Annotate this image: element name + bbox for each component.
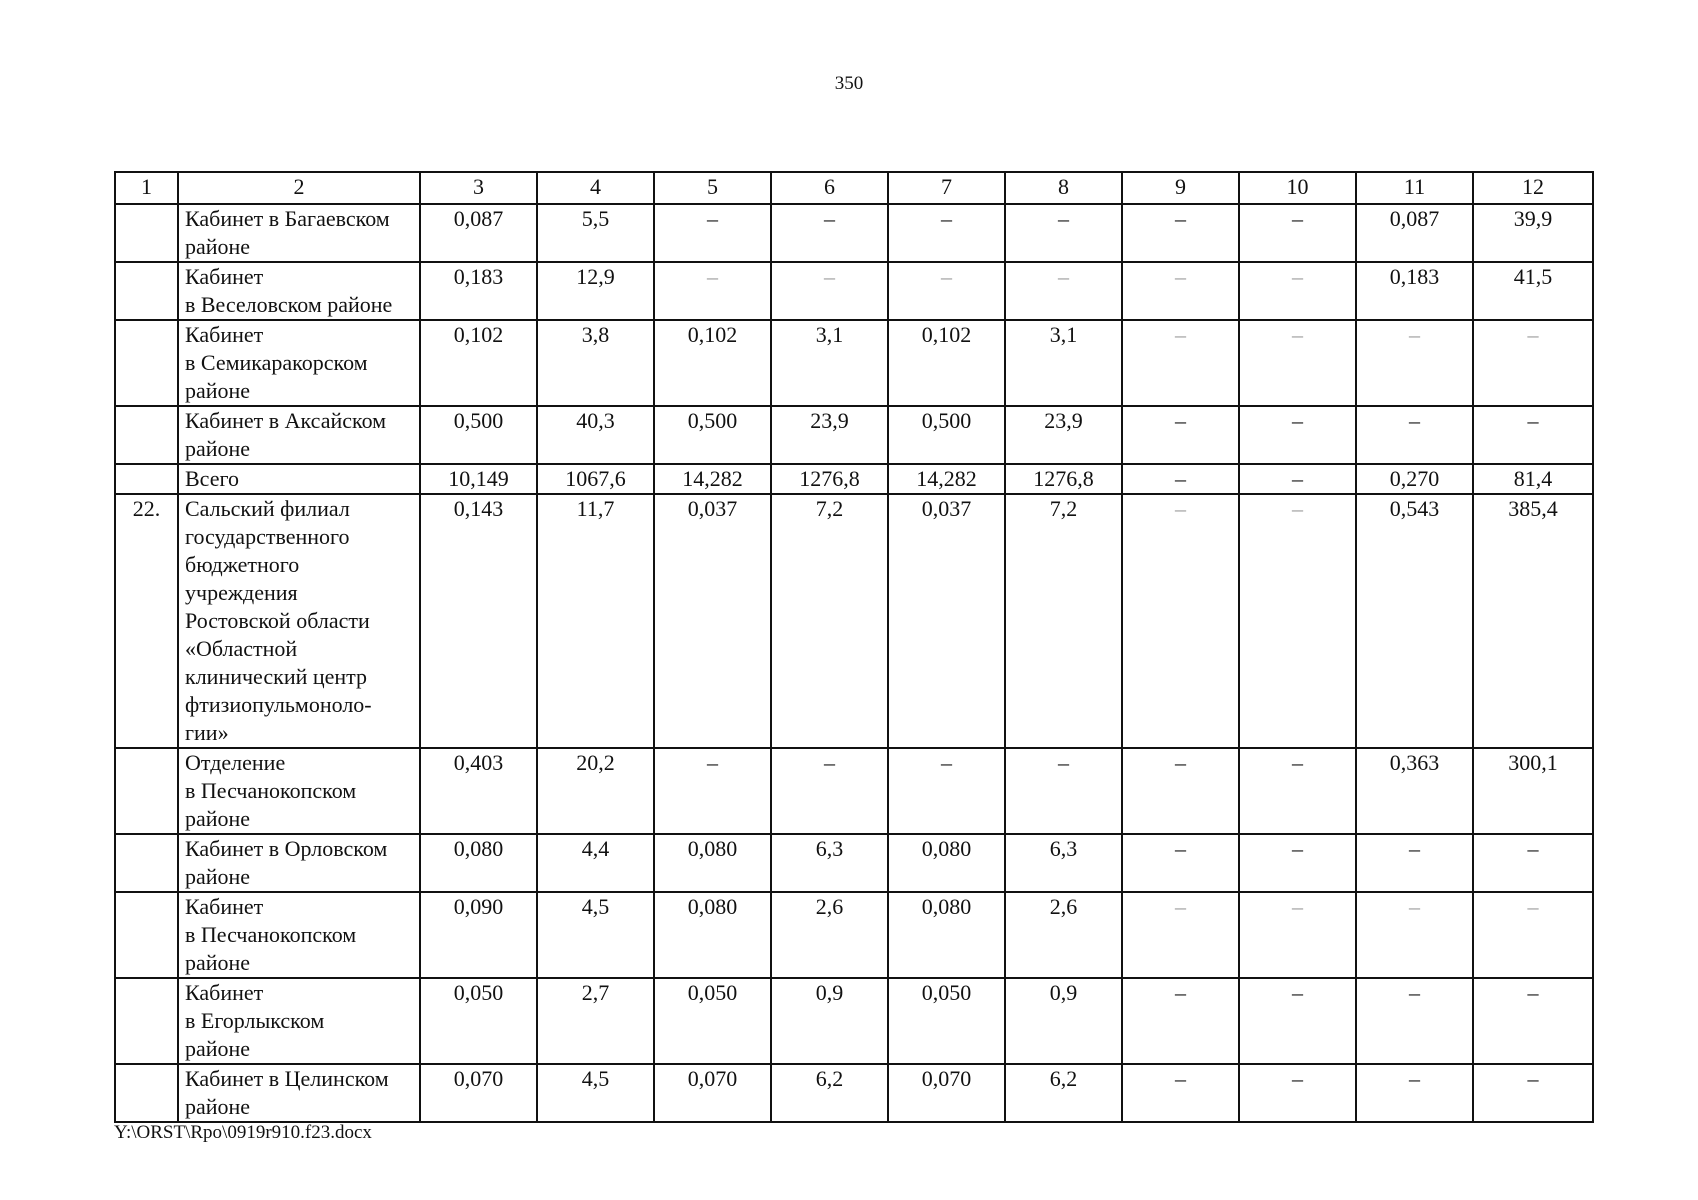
value-cell: – xyxy=(1356,834,1473,892)
value-cell: 39,9 xyxy=(1473,204,1593,262)
value-cell: 0,270 xyxy=(1356,464,1473,494)
value-cell: 12,9 xyxy=(537,262,654,320)
header-cell: 5 xyxy=(654,172,771,204)
value-cell: 10,149 xyxy=(420,464,537,494)
value-cell: 3,1 xyxy=(771,320,888,406)
value-cell: – xyxy=(1239,494,1356,748)
value-cell: 5,5 xyxy=(537,204,654,262)
value-cell: – xyxy=(654,748,771,834)
value-cell: 0,500 xyxy=(888,406,1005,464)
row-index-cell xyxy=(115,464,178,494)
value-cell: 6,2 xyxy=(771,1064,888,1122)
value-cell: 1276,8 xyxy=(1005,464,1122,494)
value-cell: 23,9 xyxy=(771,406,888,464)
value-cell: – xyxy=(1122,204,1239,262)
table-row xyxy=(115,978,1593,1064)
value-cell: – xyxy=(1122,748,1239,834)
value-cell: 2,6 xyxy=(771,892,888,978)
header-cell: 6 xyxy=(771,172,888,204)
value-cell: 6,3 xyxy=(1005,834,1122,892)
value-cell: 0,500 xyxy=(654,406,771,464)
value-cell: 0,050 xyxy=(420,978,537,1064)
value-cell: 0,080 xyxy=(654,834,771,892)
value-cell: 0,9 xyxy=(771,978,888,1064)
value-cell: 0,102 xyxy=(888,320,1005,406)
value-cell: – xyxy=(771,748,888,834)
value-cell: – xyxy=(1239,834,1356,892)
table-row xyxy=(115,494,1593,748)
header-cell: 3 xyxy=(420,172,537,204)
header-cell: 4 xyxy=(537,172,654,204)
value-cell: – xyxy=(1473,892,1593,978)
value-cell: 0,9 xyxy=(1005,978,1122,1064)
value-cell: – xyxy=(1122,834,1239,892)
value-cell: – xyxy=(771,262,888,320)
row-index-cell xyxy=(115,748,178,834)
value-cell: 23,9 xyxy=(1005,406,1122,464)
row-name-cell: Отделение в Песчанокопском районе xyxy=(178,748,420,834)
header-cell: 9 xyxy=(1122,172,1239,204)
value-cell: – xyxy=(1122,892,1239,978)
data-table xyxy=(114,171,1594,1123)
value-cell: 4,5 xyxy=(537,892,654,978)
value-cell: 0,500 xyxy=(420,406,537,464)
value-cell: – xyxy=(1356,1064,1473,1122)
value-cell: 0,183 xyxy=(1356,262,1473,320)
value-cell: 0,080 xyxy=(888,892,1005,978)
row-name-cell: Кабинет в Веселовском районе xyxy=(178,262,420,320)
value-cell: – xyxy=(1473,834,1593,892)
value-cell: 0,070 xyxy=(888,1064,1005,1122)
value-cell: – xyxy=(1239,262,1356,320)
value-cell: 3,8 xyxy=(537,320,654,406)
row-name-cell: Кабинет в Целинском районе xyxy=(178,1064,420,1122)
table-row xyxy=(115,1064,1593,1122)
value-cell: 0,050 xyxy=(654,978,771,1064)
value-cell: 0,087 xyxy=(420,204,537,262)
value-cell: – xyxy=(1122,320,1239,406)
value-cell: – xyxy=(1005,262,1122,320)
value-cell: – xyxy=(1122,262,1239,320)
table-row xyxy=(115,748,1593,834)
table-row xyxy=(115,892,1593,978)
value-cell: – xyxy=(1122,464,1239,494)
row-index-cell xyxy=(115,262,178,320)
value-cell: 2,7 xyxy=(537,978,654,1064)
value-cell: 1067,6 xyxy=(537,464,654,494)
value-cell: – xyxy=(1122,494,1239,748)
table-row xyxy=(115,320,1593,406)
value-cell: – xyxy=(1005,748,1122,834)
row-index-cell xyxy=(115,1064,178,1122)
page-number: 350 xyxy=(834,73,864,94)
value-cell: 14,282 xyxy=(654,464,771,494)
row-index-cell xyxy=(115,834,178,892)
value-cell: – xyxy=(1239,1064,1356,1122)
value-cell: – xyxy=(1239,892,1356,978)
value-cell: – xyxy=(654,262,771,320)
header-cell: 8 xyxy=(1005,172,1122,204)
row-index-cell xyxy=(115,204,178,262)
value-cell: – xyxy=(888,204,1005,262)
value-cell: 0,143 xyxy=(420,494,537,748)
row-index-cell: 22. xyxy=(115,494,178,748)
value-cell: 7,2 xyxy=(771,494,888,748)
value-cell: 0,403 xyxy=(420,748,537,834)
value-cell: 0,080 xyxy=(420,834,537,892)
table-row xyxy=(115,834,1593,892)
header-row xyxy=(115,172,1593,204)
value-cell: 0,070 xyxy=(654,1064,771,1122)
header-cell: 10 xyxy=(1239,172,1356,204)
row-name-cell: Кабинет в Орловском районе xyxy=(178,834,420,892)
row-index-cell xyxy=(115,320,178,406)
value-cell: 300,1 xyxy=(1473,748,1593,834)
row-name-cell: Кабинет в Егорлыкском районе xyxy=(178,978,420,1064)
value-cell: 0,090 xyxy=(420,892,537,978)
value-cell: 20,2 xyxy=(537,748,654,834)
value-cell: 3,1 xyxy=(1005,320,1122,406)
value-cell: – xyxy=(1356,978,1473,1064)
value-cell: 4,5 xyxy=(537,1064,654,1122)
value-cell: 6,2 xyxy=(1005,1064,1122,1122)
value-cell: 1276,8 xyxy=(771,464,888,494)
value-cell: – xyxy=(1356,892,1473,978)
row-index-cell xyxy=(115,892,178,978)
header-cell: 11 xyxy=(1356,172,1473,204)
value-cell: – xyxy=(1239,464,1356,494)
header-cell: 12 xyxy=(1473,172,1593,204)
value-cell: – xyxy=(1473,1064,1593,1122)
value-cell: 0,087 xyxy=(1356,204,1473,262)
value-cell: – xyxy=(1356,320,1473,406)
value-cell: 2,6 xyxy=(1005,892,1122,978)
value-cell: – xyxy=(1239,406,1356,464)
table-row xyxy=(115,204,1593,262)
value-cell: – xyxy=(1122,978,1239,1064)
table-row xyxy=(115,406,1593,464)
header-cell: 2 xyxy=(178,172,420,204)
value-cell: 41,5 xyxy=(1473,262,1593,320)
value-cell: – xyxy=(654,204,771,262)
value-cell: – xyxy=(1005,204,1122,262)
table-row xyxy=(115,464,1593,494)
value-cell: 0,037 xyxy=(654,494,771,748)
file-path-footer: Y:\ORST\Rpo\0919r910.f23.docx xyxy=(114,1122,372,1143)
row-name-cell: Кабинет в Багаевском районе xyxy=(178,204,420,262)
value-cell: 0,102 xyxy=(654,320,771,406)
value-cell: 0,050 xyxy=(888,978,1005,1064)
value-cell: 0,037 xyxy=(888,494,1005,748)
value-cell: 6,3 xyxy=(771,834,888,892)
value-cell: – xyxy=(1239,748,1356,834)
value-cell: – xyxy=(1239,978,1356,1064)
row-index-cell xyxy=(115,978,178,1064)
header-cell: 1 xyxy=(115,172,178,204)
value-cell: – xyxy=(1239,204,1356,262)
value-cell: 4,4 xyxy=(537,834,654,892)
value-cell: 0,080 xyxy=(654,892,771,978)
row-name-cell: Кабинет в Песчанокопском районе xyxy=(178,892,420,978)
value-cell: 0,183 xyxy=(420,262,537,320)
header-cell: 7 xyxy=(888,172,1005,204)
value-cell: 14,282 xyxy=(888,464,1005,494)
value-cell: – xyxy=(888,748,1005,834)
value-cell: 81,4 xyxy=(1473,464,1593,494)
row-name-cell: Сальский филиал государственного бюджетного учреждения Ростовской области «Областной клинический центр фтизиопульмоноло- гии» xyxy=(178,494,420,748)
value-cell: – xyxy=(1473,978,1593,1064)
value-cell: – xyxy=(1239,320,1356,406)
value-cell: 0,070 xyxy=(420,1064,537,1122)
row-index-cell xyxy=(115,406,178,464)
value-cell: – xyxy=(1473,406,1593,464)
value-cell: 11,7 xyxy=(537,494,654,748)
value-cell: 7,2 xyxy=(1005,494,1122,748)
value-cell: – xyxy=(1356,406,1473,464)
table-body xyxy=(115,204,1593,1122)
value-cell: 0,363 xyxy=(1356,748,1473,834)
table-row xyxy=(115,262,1593,320)
value-cell: – xyxy=(771,204,888,262)
value-cell: – xyxy=(888,262,1005,320)
row-name-cell: Кабинет в Аксайском районе xyxy=(178,406,420,464)
value-cell: 385,4 xyxy=(1473,494,1593,748)
value-cell: 0,543 xyxy=(1356,494,1473,748)
value-cell: 40,3 xyxy=(537,406,654,464)
row-name-cell: Кабинет в Семикаракорском районе xyxy=(178,320,420,406)
value-cell: – xyxy=(1473,320,1593,406)
value-cell: – xyxy=(1122,1064,1239,1122)
value-cell: 0,080 xyxy=(888,834,1005,892)
value-cell: – xyxy=(1122,406,1239,464)
value-cell: 0,102 xyxy=(420,320,537,406)
row-name-cell: Всего xyxy=(178,464,420,494)
